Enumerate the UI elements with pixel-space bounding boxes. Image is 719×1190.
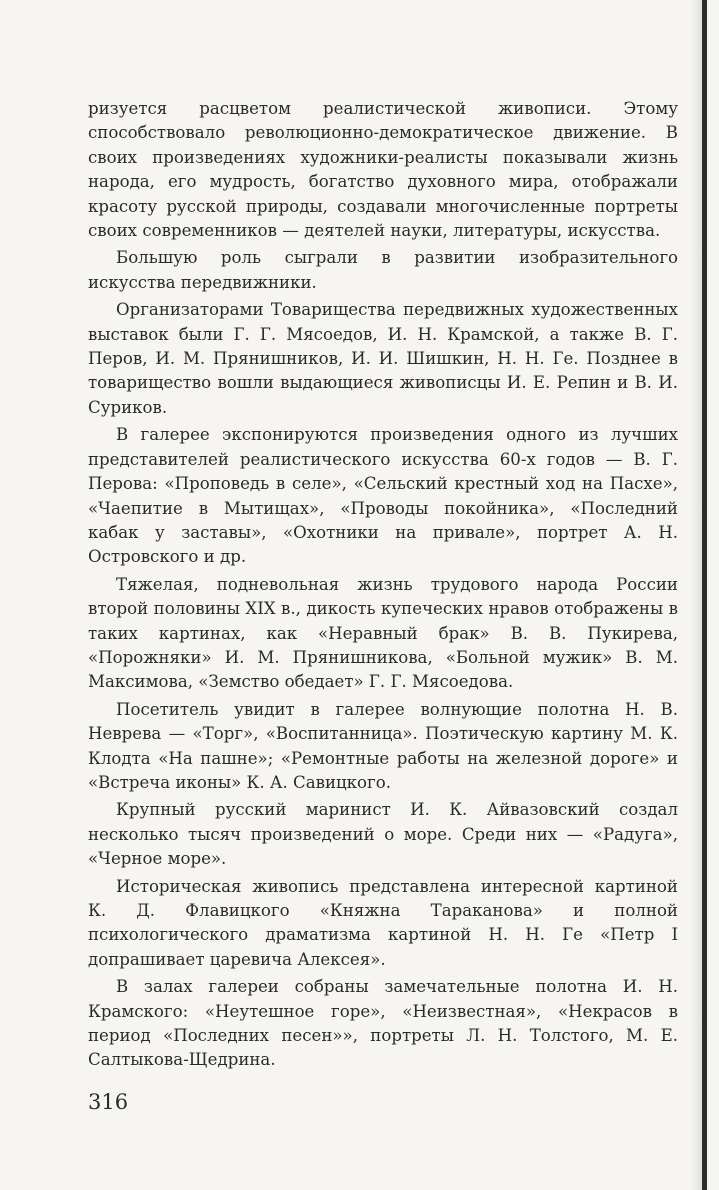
paragraph: Организаторами Товарищества передвижных художественных выставок были Г. Г. Мясоедов, И. Н. Крамской, а также В. Г. Перов, И. М. Прянишников, И. И. Шишкин, Н. Н. Ге. Позднее в товарищество вошли выдающиеся живописцы И. Е. Репин и В. И. Суриков. — [88, 300, 678, 417]
page-binding-shadow — [690, 0, 702, 1190]
page-number: 316 — [88, 1090, 129, 1114]
paragraph: Историческая живопись представлена интересной картиной К. Д. Флавицкого «Княжна Тараканова» и полной психологического драматизма картиной Н. Н. Ге «Петр I допрашивает царевича Алексея». — [88, 876, 678, 969]
page-edge — [702, 0, 707, 1190]
paragraph: Крупный русский маринист И. К. Айвазовский создал несколько тысяч произведений о море. Среди них — «Радуга», «Черное море». — [88, 800, 678, 869]
paragraph: В залах галереи собраны замечательные полотна И. Н. Крамского: «Неутешное горе», «Неизвестная», «Некрасов в период «Последних песен»», портреты Л. Н. Толстого, М. Е. Салтыкова-Щедрина. — [88, 977, 678, 1070]
paragraph: Тяжелая, подневольная жизнь трудового народа России второй половины XIX в., дикость купеческих нравов отображены в таких картинах, как «Неравный брак» В. В. Пукирева, «Порожняки» И. М. Прянишникова, «Больной мужик» В. М. Максимова, «Земство обедает» Г. Г. Мясоедова. — [88, 574, 678, 692]
body-text — [88, 97, 678, 1076]
paragraph: Посетитель увидит в галерее волнующие полотна Н. В. Неврева — «Торг», «Воспитанница». Поэтическую картину М. К. Клодта «На пашне»; «Ремонтные работы на железной дороге» и «Встреча иконы» К. А. Савицкого. — [88, 699, 678, 792]
paragraph: Большую роль сыграли в развитии изобразительного искусства передвижники. — [88, 248, 678, 292]
paragraph-continued: ризуется расцветом реалистической живописи. Этому способствовало революционно-демократическое движение. В своих произведениях художники-реалисты показывали жизнь народа, его мудрость, богатство духовного мира, отображали красоту русской природы, создавали многочисленные портреты своих современников — деятелей науки, литературы, искусства. — [88, 99, 678, 241]
paragraph: В галерее экспонируются произведения одного из лучших представителей реалистического искусства 60-х годов — В. Г. Перова: «Проповедь в селе», «Сельский крестный ход на Пасхе», «Чаепитие в Мытищах», «Проводы покойника», «Последний кабак у заставы», «Охотники на привале», портрет А. Н. Островского и др. — [88, 425, 678, 567]
